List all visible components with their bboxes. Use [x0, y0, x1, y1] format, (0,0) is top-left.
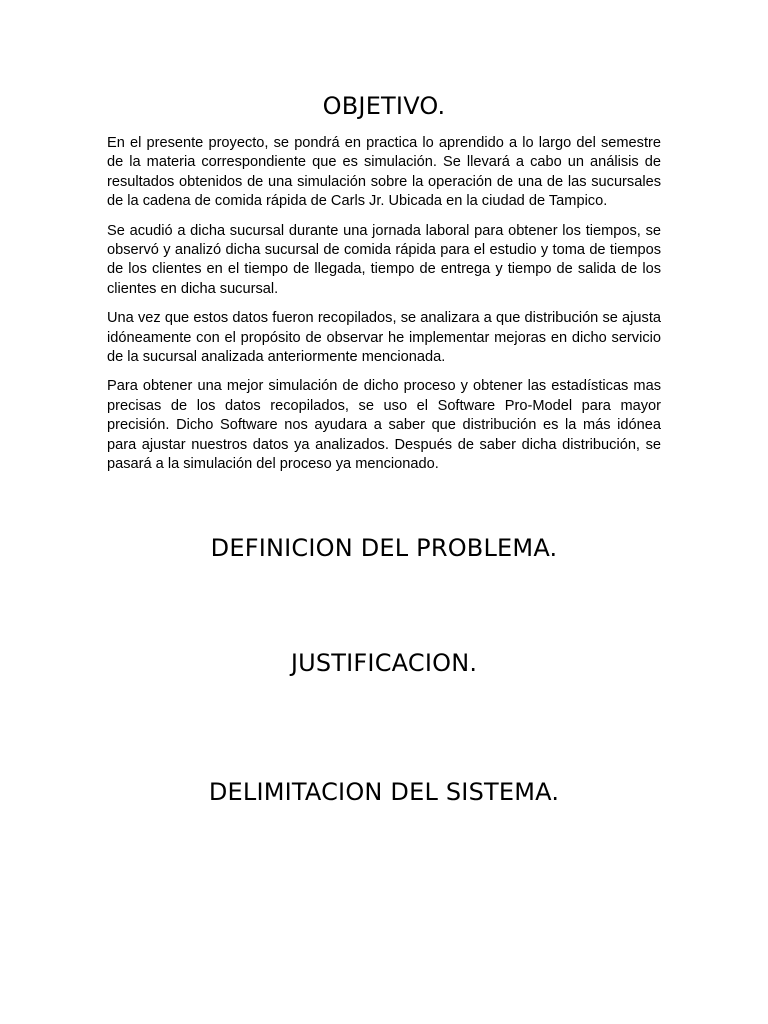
objetivo-body: [107, 134, 661, 485]
paragraph: Una vez que estos datos fueron recopilados, se analizara a que distribución se ajusta idóneamente con el propósito de observar he implementar mejoras en dicho servicio de la sucursal analizada anteriormente mencionada.: [107, 310, 661, 366]
section-heading-delimitacion: DELIMITACION DEL SISTEMA.: [208, 778, 560, 806]
section-heading-justificacion: JUSTIFICACION.: [290, 649, 478, 677]
section-heading-definicion: DEFINICION DEL PROBLEMA.: [210, 534, 558, 562]
section-heading-objetivo: OBJETIVO.: [322, 92, 446, 120]
paragraph: Se acudió a dicha sucursal durante una jornada laboral para obtener los tiempos, se observó y analizó dicha sucursal de comida rápida para el estudio y toma de tiempos de los clientes en el tiempo de llegada, tiempo de entrega y tiempo de salida de los clientes en dicha sucursal.: [107, 222, 661, 297]
paragraph: Para obtener una mejor simulación de dicho proceso y obtener las estadísticas mas precisas de los datos recopilados, se uso el Software Pro-Model para mayor precisión. Dicho Software nos ayudara a saber que distribución es la más idónea para ajustar nuestros datos ya analizados. Después de saber dicha distribución, se pasará a la simulación del proceso ya mencionado.: [107, 378, 661, 473]
paragraph: En el presente proyecto, se pondrá en practica lo aprendido a lo largo del semestre de la materia correspondiente que es simulación. Se llevará a cabo un análisis de resultados obtenidos de una simulación sobre la operación de una de las sucursales de la cadena de comida rápida de Carls Jr. Ubicada en la ciudad de Tampico.: [107, 135, 661, 210]
